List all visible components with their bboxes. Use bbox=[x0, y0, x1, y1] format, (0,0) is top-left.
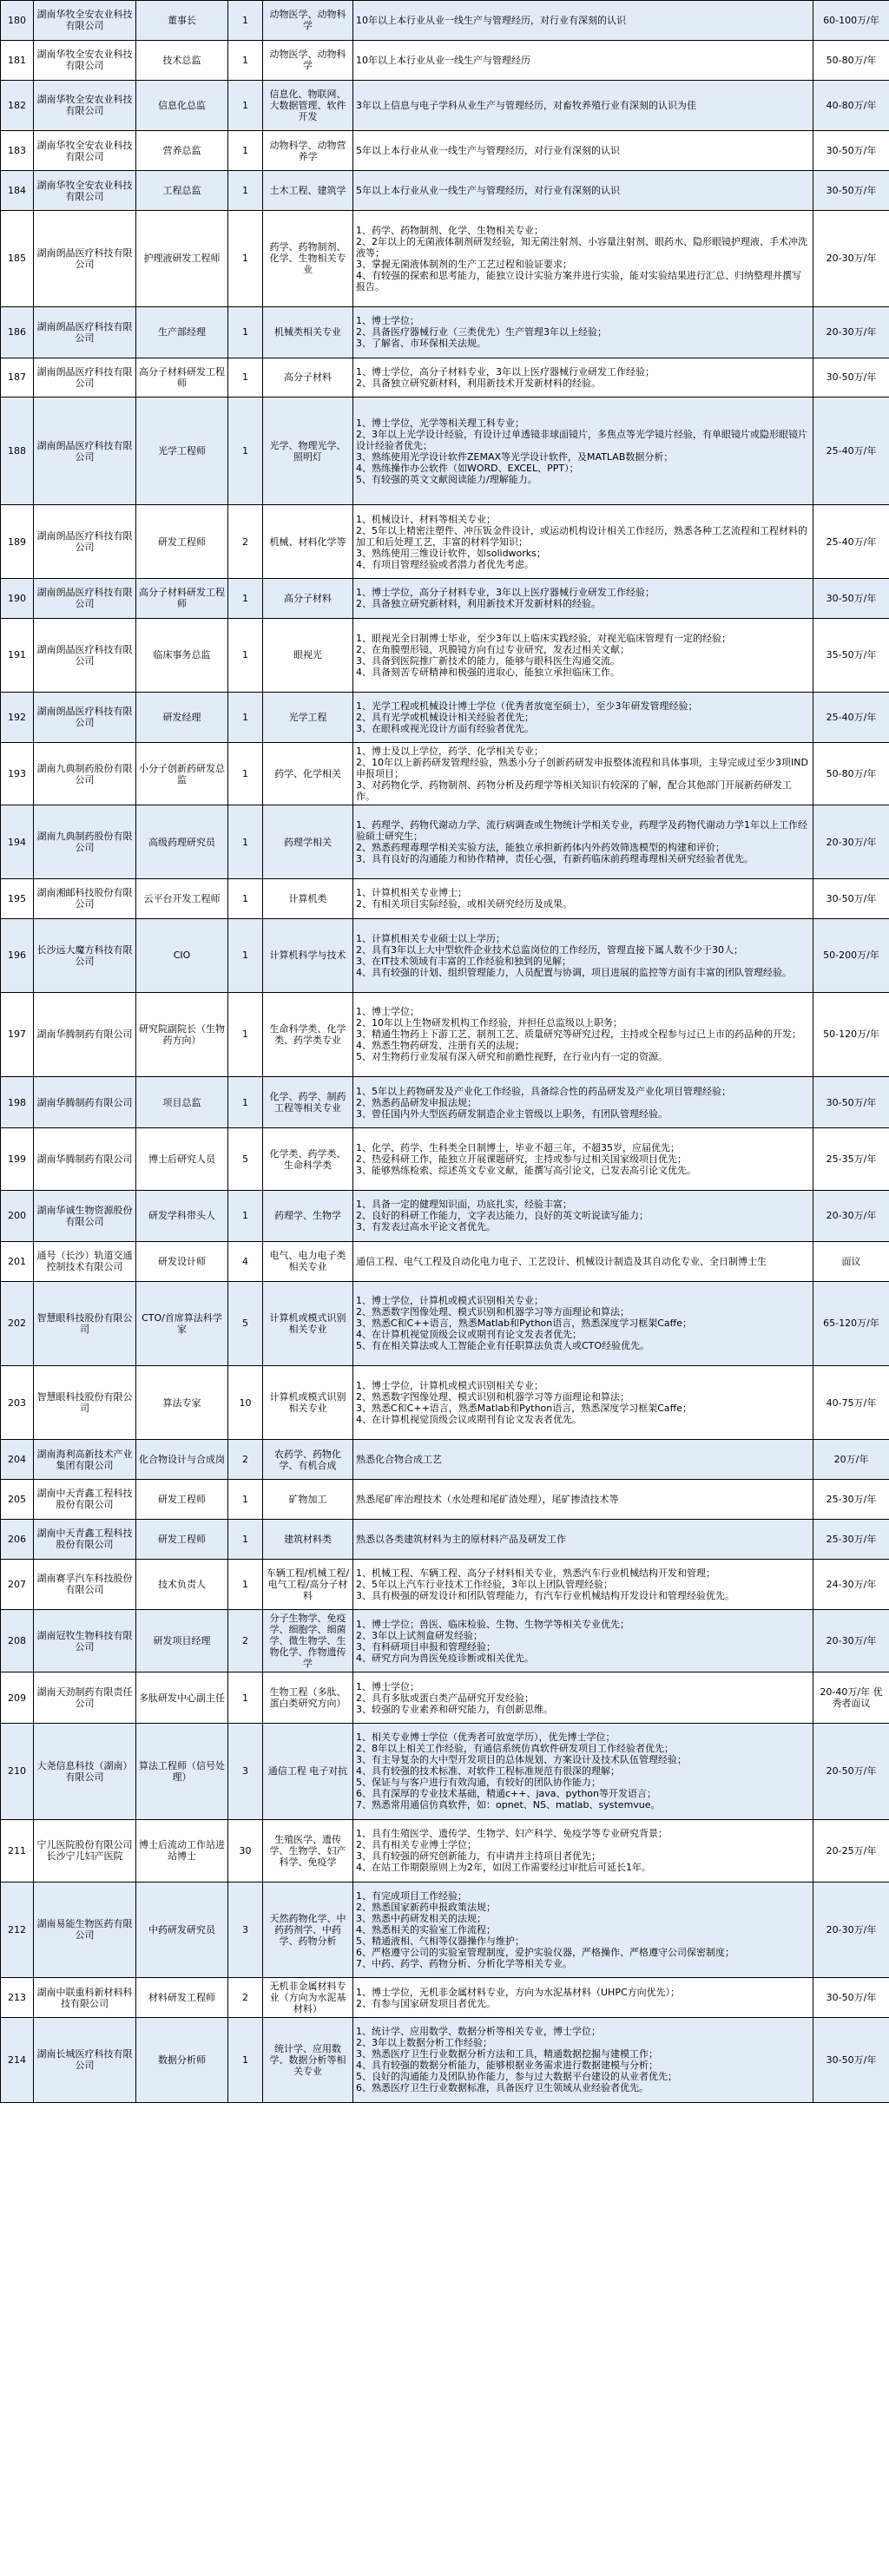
job-requirements: 10年以上本行业从业一线生产与管理经历，对行业有深刻的认识 bbox=[353, 1, 813, 41]
salary: 面议 bbox=[813, 1241, 889, 1281]
row-number: 197 bbox=[1, 992, 34, 1077]
salary: 40-80万/年 bbox=[813, 80, 889, 131]
headcount: 2 bbox=[228, 1978, 263, 2018]
table-body bbox=[1, 1, 889, 2103]
job-requirements: 1、机械设计、材料等相关专业； 2、5年以上精密注塑件、冲压钣金件设计，或运动机构设计相关工作经历，熟悉各种工艺流程和工程材料的加工和后处理工艺，丰富的材料学知识； 3、熟练使用三维设计软件，如solidworks； 4、有项目管理经验或者潜力者优先考虑。 bbox=[353, 505, 813, 579]
table-row bbox=[1, 1559, 889, 1610]
salary: 30-50万/年 bbox=[813, 171, 889, 211]
salary: 20-30万/年 bbox=[813, 306, 889, 358]
position-title: 生产部经理 bbox=[136, 306, 228, 358]
job-requirements: 1、博士学位； 2、具有多肽或蛋白类产品研究开发经验； 3、较强的专业素养和研究能力，有创新思维。 bbox=[353, 1672, 813, 1724]
major-requirement: 高分子材料 bbox=[263, 578, 353, 618]
job-requirements: 1、药理学、药物代谢动力学、流行病调查或生物统计学相关专业，药理学及药物代谢动力学1年以上工作经验硕士研究生； 2、熟悉药理毒理学相关实验方法，能独立承担新药体内外药效筛选模型的构建和评价； 3、具有良好的沟通能力和协作精神，责任心强，有新药临床前药理毒理相关研究经验者优先。 bbox=[353, 805, 813, 879]
table-row bbox=[1, 505, 889, 579]
position-title: 技术负责人 bbox=[136, 1559, 228, 1610]
major-requirement: 动物医学、动物科学 bbox=[263, 1, 353, 41]
job-requirements: 熟悉化合物合成工艺 bbox=[353, 1440, 813, 1480]
row-number: 208 bbox=[1, 1610, 34, 1672]
major-requirement: 生物工程（多肽、蛋白类研究方向） bbox=[263, 1672, 353, 1724]
major-requirement: 药学、化学相关 bbox=[263, 743, 353, 805]
position-title: 算法工程师（信号处理） bbox=[136, 1723, 228, 1819]
major-requirement: 农药学、药物化学、有机合成 bbox=[263, 1440, 353, 1480]
headcount: 1 bbox=[228, 1077, 263, 1128]
salary: 20-30万/年 bbox=[813, 210, 889, 306]
table-row bbox=[1, 1077, 889, 1128]
salary: 30-50万/年 bbox=[813, 1077, 889, 1128]
company-name: 长沙远大魔方科技有限公司 bbox=[34, 918, 136, 992]
major-requirement: 机械类相关专业 bbox=[263, 306, 353, 358]
job-requirements: 熟悉尾矿库治理技术（水处理和尾矿渣处理），尾矿掺渣技术等 bbox=[353, 1479, 813, 1519]
company-name: 宁儿医院股份有限公司长沙宁儿妇产医院 bbox=[34, 1819, 136, 1882]
row-number: 204 bbox=[1, 1440, 34, 1480]
headcount: 1 bbox=[228, 992, 263, 1077]
table-row bbox=[1, 743, 889, 805]
salary: 20-30万/年 bbox=[813, 1882, 889, 1978]
table-row bbox=[1, 131, 889, 171]
major-requirement: 统计学、应用数学、数据分析等相关专业 bbox=[263, 2018, 353, 2103]
salary: 25-30万/年 bbox=[813, 1519, 889, 1559]
table-row bbox=[1, 1241, 889, 1281]
position-title: 材料研发工程师 bbox=[136, 1978, 228, 2018]
position-title: 光学工程师 bbox=[136, 398, 228, 505]
row-number: 212 bbox=[1, 1882, 34, 1978]
headcount: 1 bbox=[228, 692, 263, 743]
major-requirement: 计算机或模式识别相关专业 bbox=[263, 1366, 353, 1440]
table-row bbox=[1, 692, 889, 743]
position-title: 中药研发研究员 bbox=[136, 1882, 228, 1978]
salary: 30-50万/年 bbox=[813, 358, 889, 398]
row-number: 185 bbox=[1, 210, 34, 306]
company-name: 湖南湘邮科技股份有限公司 bbox=[34, 878, 136, 918]
headcount: 30 bbox=[228, 1819, 263, 1882]
headcount: 1 bbox=[228, 210, 263, 306]
headcount: 4 bbox=[228, 1241, 263, 1281]
major-requirement: 动物科学、动物营养学 bbox=[263, 131, 353, 171]
headcount: 2 bbox=[228, 505, 263, 579]
table-row bbox=[1, 171, 889, 211]
company-name: 湖南九典制药股份有限公司 bbox=[34, 805, 136, 879]
major-requirement: 计算机或模式识别相关专业 bbox=[263, 1281, 353, 1366]
company-name: 大尧信息科技（湖南）有限公司 bbox=[34, 1723, 136, 1819]
row-number: 181 bbox=[1, 40, 34, 80]
position-title: 技术总监 bbox=[136, 40, 228, 80]
company-name: 湖南朗晶医疗科技有限公司 bbox=[34, 578, 136, 618]
table-row bbox=[1, 878, 889, 918]
company-name: 智慧眼科技股份有限公司 bbox=[34, 1281, 136, 1366]
row-number: 188 bbox=[1, 398, 34, 505]
company-name: 湖南朗晶医疗科技有限公司 bbox=[34, 505, 136, 579]
salary: 20-50万/年 bbox=[813, 1723, 889, 1819]
company-name: 湖南赛孚汽车科技股份有限公司 bbox=[34, 1559, 136, 1610]
major-requirement: 化学、药学、制药工程等相关专业 bbox=[263, 1077, 353, 1128]
job-requirements: 1、5年以上药物研发及产业化工作经验，具备综合性的药品研发及产业化项目管理经验； 2、熟悉药品研发申报法规； 3、曾任国内外大型医药研发制造企业主管级以上职务，有团队管理经验。 bbox=[353, 1077, 813, 1128]
row-number: 183 bbox=[1, 131, 34, 171]
position-title: 研发学科带头人 bbox=[136, 1190, 228, 1241]
job-requirements: 1、计算机相关专业硕士以上学历； 2、具有3年以上大中型软件企业技术总监岗位的工作经历，管理直接下属人数不少于30人； 3、在IT技术领域有丰富的工作经验和独到的见解； 4、具有较强的计划、组织管理能力，人员配置与协调，项目进展的监控等方面有丰富的团队管理经验。 bbox=[353, 918, 813, 992]
company-name: 湖南长城医疗科技有限公司 bbox=[34, 2018, 136, 2103]
company-name: 湖南朗晶医疗科技有限公司 bbox=[34, 210, 136, 306]
table-row bbox=[1, 1519, 889, 1559]
row-number: 211 bbox=[1, 1819, 34, 1882]
company-name: 湖南华牧全安农业科技有限公司 bbox=[34, 171, 136, 211]
position-title: 研发工程师 bbox=[136, 505, 228, 579]
position-title: 高级药理研究员 bbox=[136, 805, 228, 879]
row-number: 201 bbox=[1, 1241, 34, 1281]
position-title: 多肽研发中心副主任 bbox=[136, 1672, 228, 1724]
salary: 30-50万/年 bbox=[813, 131, 889, 171]
company-name: 湖南中联重科新材料科技有限公司 bbox=[34, 1978, 136, 2018]
job-requirements: 1、机械工程、车辆工程、高分子材料相关专业，熟悉汽车行业机械结构开发和管理； 2、5年以上汽车行业技术工作经验，3年以上团队管理经验； 3、具有极强的研发设计和团队管理能力，有汽车行业机械结构开发设计和管理经验优先。 bbox=[353, 1559, 813, 1610]
row-number: 195 bbox=[1, 878, 34, 918]
major-requirement: 药理学、生物学 bbox=[263, 1190, 353, 1241]
headcount: 1 bbox=[228, 171, 263, 211]
headcount: 1 bbox=[228, 1, 263, 41]
salary: 24-30万/年 bbox=[813, 1559, 889, 1610]
job-requirements: 1、药学、药物制剂、化学、生物相关专业； 2、2年以上的无菌液体制剂研发经验，知无菌注射剂、小容量注射剂、眼药水、隐形眼镜护理液、手术冲洗液等； 3、掌握无菌液体制剂的生产工艺过程和验证要求； 4、有较强的探索和思考能力，能独立设计实验方案并进行实验，能对实验结果进行汇总、归纳整理并撰写报告。 bbox=[353, 210, 813, 306]
company-name: 湖南冠牧生物科技有限公司 bbox=[34, 1610, 136, 1672]
company-name: 智慧眼科技股份有限公司 bbox=[34, 1366, 136, 1440]
company-name: 湖南九典制药股份有限公司 bbox=[34, 743, 136, 805]
row-number: 203 bbox=[1, 1366, 34, 1440]
headcount: 1 bbox=[228, 306, 263, 358]
job-requirements: 熟悉以各类建筑材料为主的原材料产品及研发工作 bbox=[353, 1519, 813, 1559]
position-title: 研发工程师 bbox=[136, 1519, 228, 1559]
job-requirements: 1、化学、药学、生科类全日制博士，毕业不超三年，不超35岁，应届优先； 2、热爱科研工作，能独立开展课题研究，主持或参与过相关国家级项目优先； 3、能够熟练检索、综述英文专业文献，能撰写高引论文，已发表高引论文优先。 bbox=[353, 1128, 813, 1191]
row-number: 190 bbox=[1, 578, 34, 618]
table-row bbox=[1, 1479, 889, 1519]
major-requirement: 天然药物化学、中药药剂学、中药学、药物分析 bbox=[263, 1882, 353, 1978]
row-number: 213 bbox=[1, 1978, 34, 2018]
major-requirement: 矿物加工 bbox=[263, 1479, 353, 1519]
position-title: 高分子材料研发工程师 bbox=[136, 358, 228, 398]
company-name: 湖南朗晶医疗科技有限公司 bbox=[34, 692, 136, 743]
headcount: 1 bbox=[228, 1672, 263, 1724]
major-requirement: 化学类、药学类、生命科学类 bbox=[263, 1128, 353, 1191]
row-number: 192 bbox=[1, 692, 34, 743]
row-number: 206 bbox=[1, 1519, 34, 1559]
position-title: 信息化总监 bbox=[136, 80, 228, 131]
company-name: 湖南中天青鑫工程科技股份有限公司 bbox=[34, 1479, 136, 1519]
headcount: 1 bbox=[228, 398, 263, 505]
major-requirement: 生命科学类、化学类、药学类专业 bbox=[263, 992, 353, 1077]
salary: 25-35万/年 bbox=[813, 1128, 889, 1191]
salary: 20-30万/年 bbox=[813, 1190, 889, 1241]
salary: 25-40万/年 bbox=[813, 692, 889, 743]
job-requirements: 1、具有生殖医学、遗传学、生物学、妇产科学、免疫学等专业研究背景； 2、具有相关专业博士学位； 3、具有较强的研究创新能力，有申请并主持项目者优先； 4、在站工作期限原则上为2年，如因工作需要经过审批后可延长1年。 bbox=[353, 1819, 813, 1882]
job-requirements: 1、眼视光全日制博士毕业，至少3年以上临床实践经验，对视光临床管理有一定的经验； 2、在角膜塑形镜、巩膜镜方向有过专业研究，发表过相关文献； 3、具备到医院推广新技术的能力，能够与眼科医生沟通交流。 4、具备刻苦专研精神和极强的进取心，能独立承担临床工作。 bbox=[353, 618, 813, 692]
job-requirements: 10年以上本行业从业一线生产与管理经历 bbox=[353, 40, 813, 80]
headcount: 5 bbox=[228, 1281, 263, 1366]
row-number: 189 bbox=[1, 505, 34, 579]
headcount: 1 bbox=[228, 2018, 263, 2103]
headcount: 1 bbox=[228, 1519, 263, 1559]
salary: 30-50万/年 bbox=[813, 2018, 889, 2103]
headcount: 1 bbox=[228, 358, 263, 398]
row-number: 180 bbox=[1, 1, 34, 41]
salary: 25-40万/年 bbox=[813, 398, 889, 505]
headcount: 1 bbox=[228, 80, 263, 131]
company-name: 湖南天劲制药有限责任公司 bbox=[34, 1672, 136, 1724]
table-row bbox=[1, 1978, 889, 2018]
position-title: 工程总监 bbox=[136, 171, 228, 211]
row-number: 205 bbox=[1, 1479, 34, 1519]
position-title: 博士后研究人员 bbox=[136, 1128, 228, 1191]
position-title: 算法专家 bbox=[136, 1366, 228, 1440]
salary: 60-100万/年 bbox=[813, 1, 889, 41]
row-number: 209 bbox=[1, 1672, 34, 1724]
headcount: 1 bbox=[228, 1559, 263, 1610]
salary: 20-40万/年 优秀者面议 bbox=[813, 1672, 889, 1724]
row-number: 184 bbox=[1, 171, 34, 211]
table-row bbox=[1, 1440, 889, 1480]
major-requirement: 生殖医学、遗传学、生物学、妇产科学、免疫学 bbox=[263, 1819, 353, 1882]
company-name: 湖南朗晶医疗科技有限公司 bbox=[34, 618, 136, 692]
salary: 25-30万/年 bbox=[813, 1479, 889, 1519]
headcount: 1 bbox=[228, 1190, 263, 1241]
position-title: 小分子创新药研发总监 bbox=[136, 743, 228, 805]
salary: 20-25万/年 bbox=[813, 1819, 889, 1882]
row-number: 207 bbox=[1, 1559, 34, 1610]
major-requirement: 机械、材料化学等 bbox=[263, 505, 353, 579]
headcount: 1 bbox=[228, 918, 263, 992]
company-name: 湖南华腾制药有限公司 bbox=[34, 992, 136, 1077]
table-row bbox=[1, 80, 889, 131]
table-row bbox=[1, 992, 889, 1077]
salary: 50-120万/年 bbox=[813, 992, 889, 1077]
headcount: 2 bbox=[228, 1610, 263, 1672]
table-row bbox=[1, 1281, 889, 1366]
position-title: 营养总监 bbox=[136, 131, 228, 171]
position-title: 研究院副院长（生物药方向） bbox=[136, 992, 228, 1077]
table-row bbox=[1, 1882, 889, 1978]
headcount: 1 bbox=[228, 878, 263, 918]
position-title: 研发经理 bbox=[136, 692, 228, 743]
major-requirement: 分子生物学、免疫学、细胞学、细菌学、微生物学、生物化学、作物遗传学 bbox=[263, 1610, 353, 1672]
row-number: 199 bbox=[1, 1128, 34, 1191]
company-name: 湖南华牧全安农业科技有限公司 bbox=[34, 1, 136, 41]
salary: 20-30万/年 bbox=[813, 805, 889, 879]
table-row bbox=[1, 306, 889, 358]
company-name: 湖南华腾制药有限公司 bbox=[34, 1077, 136, 1128]
job-requirements: 通信工程、电气工程及自动化电力电子、工艺设计、机械设计制造及其自动化专业、全日制博士生 bbox=[353, 1241, 813, 1281]
major-requirement: 通信工程 电子对抗 bbox=[263, 1723, 353, 1819]
job-requirements: 1、博士学位，计算机或模式识别相关专业； 2、熟悉数字图像处理、模式识别和机器学习等方面理论和算法； 3、熟悉C和C++语言，熟悉Matlab和Python语言，熟悉深度学习框架Caffe； 4、在计算机视觉顶级会议或期刊有论文发表者优先； 5、有在相关算法或人工智能企业有任职算法负责人或CTO经验优先。 bbox=[353, 1281, 813, 1366]
major-requirement: 车辆工程/机械工程/电气工程/高分子材料 bbox=[263, 1559, 353, 1610]
salary: 30-50万/年 bbox=[813, 578, 889, 618]
row-number: 198 bbox=[1, 1077, 34, 1128]
headcount: 1 bbox=[228, 743, 263, 805]
job-requirements: 1、相关专业博士学位（优秀者可放宽学历），优先博士学位； 2、8年以上相关工作经验，有通信系统仿真软件研发项目工作经验者优先； 3、有主导复杂的大中型开发项目的总体规划、方案设计及技术队伍管理经验； 4、具有较强的技术标准、对软件工程标准规范有很深的理解； 5、保证与与客户进行有效沟通，有较好的团队协作能力； 6、具有深厚的专业技术基础，精通c++、java、python等开发语言； 7、熟悉常用通信仿真软件，如：opnet、NS、matlab、systemvue。 bbox=[353, 1723, 813, 1819]
major-requirement: 计算机类 bbox=[263, 878, 353, 918]
table-row bbox=[1, 398, 889, 505]
job-requirements: 1、博士学位，高分子材料专业，3年以上医疗器械行业研发工作经验； 2、具备独立研究新材料，利用新技术开发新材料的经验。 bbox=[353, 358, 813, 398]
table-row bbox=[1, 2018, 889, 2103]
position-title: 数据分析师 bbox=[136, 2018, 228, 2103]
job-requirements: 5年以上本行业从业一线生产与管理经历，对行业有深刻的认识 bbox=[353, 131, 813, 171]
headcount: 2 bbox=[228, 1440, 263, 1480]
table-row bbox=[1, 1723, 889, 1819]
table-row bbox=[1, 805, 889, 879]
major-requirement: 动物医学、动物科学 bbox=[263, 40, 353, 80]
salary: 50-80万/年 bbox=[813, 743, 889, 805]
company-name: 湖南朗晶医疗科技有限公司 bbox=[34, 398, 136, 505]
row-number: 186 bbox=[1, 306, 34, 358]
company-name: 湖南海利高新技术产业集团有限公司 bbox=[34, 1440, 136, 1480]
position-title: 研发工程师 bbox=[136, 1479, 228, 1519]
position-title: 护理液研发工程师 bbox=[136, 210, 228, 306]
table-row bbox=[1, 1128, 889, 1191]
position-title: 研发项目经理 bbox=[136, 1610, 228, 1672]
major-requirement: 土木工程、建筑学 bbox=[263, 171, 353, 211]
company-name: 湖南中天青鑫工程科技股份有限公司 bbox=[34, 1519, 136, 1559]
job-requirements: 1、博士学位，高分子材料专业，3年以上医疗器械行业研发工作经验； 2、具备独立研究新材料，利用新技术开发新材料的经验。 bbox=[353, 578, 813, 618]
company-name: 湖南易能生物医药有限公司 bbox=[34, 1882, 136, 1978]
major-requirement: 无机非金属材料专业（方向为水泥基材料） bbox=[263, 1978, 353, 2018]
table-row bbox=[1, 358, 889, 398]
headcount: 3 bbox=[228, 1882, 263, 1978]
salary: 30-50万/年 bbox=[813, 878, 889, 918]
headcount: 5 bbox=[228, 1128, 263, 1191]
table-row bbox=[1, 1, 889, 41]
position-title: 云平台开发工程师 bbox=[136, 878, 228, 918]
job-requirements: 1、博士及以上学位，药学、化学相关专业； 2、10年以上新药研发管理经验，熟悉小分子创新药研发申报整体流程和具体事项，主导完成过至少3项IND申报项目； 3、对药物化学、药物制剂、药物分析及药理学等相关知识有较深的了解，配合其他部门开展新药研发工作。 bbox=[353, 743, 813, 805]
position-title: CTO/首席算法科学家 bbox=[136, 1281, 228, 1366]
salary: 65-120万/年 bbox=[813, 1281, 889, 1366]
job-requirements: 1、博士学位，光学等相关理工科专业； 2、3年以上光学设计经验，有设计过单透镜非球面镜片，多焦点等光学镜片经验，有单眼镜片或隐形眼镜片设计经验者优先； 3、熟练使用光学设计软件ZEMAX等光学设计软件，及MATLAB数据分析； 4、熟练操作办公软件（如WORD、EXCEL、PPT）； 5、有较强的英文文献阅读能力/理解能力。 bbox=[353, 398, 813, 505]
headcount: 1 bbox=[228, 578, 263, 618]
company-name: 通号（长沙）轨道交通控制技术有限公司 bbox=[34, 1241, 136, 1281]
company-name: 湖南华腾制药有限公司 bbox=[34, 1128, 136, 1191]
table-row bbox=[1, 210, 889, 306]
headcount: 1 bbox=[228, 805, 263, 879]
job-requirements: 3年以上信息与电子学科从业生产与管理经历，对畜牧养殖行业有深刻的认识为佳 bbox=[353, 80, 813, 131]
job-requirements: 1、光学工程或机械设计博士学位（优秀者放宽至硕士），至少3年研发管理经验； 2、具有光学或机械设计相关经验者优先； 3、在眼科或视光设计方面有经验者优先。 bbox=[353, 692, 813, 743]
row-number: 191 bbox=[1, 618, 34, 692]
position-title: 研发设计师 bbox=[136, 1241, 228, 1281]
table-row bbox=[1, 40, 889, 80]
job-requirements: 1、有完成项目工作经验； 2、熟悉国家新药申报政策法规； 3、熟悉中药研发相关的法规； 4、熟悉相关的实验室工作流程； 5、精通液相、气相等仪器操作与维护； 6、严格遵守公司的实验室管理制度，爱护实验仪器，严格操作、严格遵守公司保密制度； 7、中药、药学、药物分析、分析化学等相关专业。 bbox=[353, 1882, 813, 1978]
table-row bbox=[1, 1190, 889, 1241]
major-requirement: 药理学相关 bbox=[263, 805, 353, 879]
table-row bbox=[1, 1366, 889, 1440]
major-requirement: 光学工程 bbox=[263, 692, 353, 743]
row-number: 187 bbox=[1, 358, 34, 398]
row-number: 193 bbox=[1, 743, 34, 805]
headcount: 3 bbox=[228, 1723, 263, 1819]
salary: 40-75万/年 bbox=[813, 1366, 889, 1440]
table-row bbox=[1, 578, 889, 618]
position-title: 高分子材料研发工程师 bbox=[136, 578, 228, 618]
major-requirement: 眼视光 bbox=[263, 618, 353, 692]
major-requirement: 计算机科学与技术 bbox=[263, 918, 353, 992]
position-title: CIO bbox=[136, 918, 228, 992]
major-requirement: 光学、物理光学、照明灯 bbox=[263, 398, 353, 505]
row-number: 214 bbox=[1, 2018, 34, 2103]
job-requirements: 1、博士学位；兽医、临床检验、生物、生物学等相关专业优先； 2、3年以上试剂盒研发经验； 3、有科研项目申报和管理经验； 4、研究方向为兽医免疫诊断或相关优先。 bbox=[353, 1610, 813, 1672]
headcount: 1 bbox=[228, 618, 263, 692]
job-requirements: 5年以上本行业从业一线生产与管理经历，对行业有深刻的认识 bbox=[353, 171, 813, 211]
job-requirements: 1、统计学、应用数学、数据分析等相关专业，博士学位； 2、3年以上数据分析工作经验； 3、熟悉医疗卫生行业数据分析方法和工具，精通数据挖掘与建模工作； 4、具有较强的数据分析能力，能够根据业务需求进行数据建模与分析； 5、良好的沟通能力及团队协作能力，参与过大数据平台建设的从业者优先； 6、熟悉医疗卫生行业数据标准，具备医疗卫生领域从业经验者优先。 bbox=[353, 2018, 813, 2103]
table-row bbox=[1, 618, 889, 692]
salary: 35-50万/年 bbox=[813, 618, 889, 692]
row-number: 196 bbox=[1, 918, 34, 992]
job-requirements: 1、计算机相关专业博士； 2、有相关项目实际经验，或相关研究经历及成果。 bbox=[353, 878, 813, 918]
job-requirements: 1、博士学位； 2、具备医疗器械行业（三类优先）生产管理3年以上经验； 3、了解省、市环保相关法规。 bbox=[353, 306, 813, 358]
table-row bbox=[1, 1819, 889, 1882]
company-name: 湖南华牧全安农业科技有限公司 bbox=[34, 40, 136, 80]
company-name: 湖南华牧全安农业科技有限公司 bbox=[34, 80, 136, 131]
major-requirement: 建筑材料类 bbox=[263, 1519, 353, 1559]
major-requirement: 电气、电力电子类相关专业 bbox=[263, 1241, 353, 1281]
headcount: 1 bbox=[228, 1479, 263, 1519]
salary: 20-30万/年 bbox=[813, 1610, 889, 1672]
headcount: 1 bbox=[228, 131, 263, 171]
job-requirements: 1、博士学位，计算机或模式识别相关专业； 2、熟悉数字图像处理、模式识别和机器学习等方面理论和算法； 3、熟悉C和C++语言，熟悉Matlab和Python语言，熟悉深度学习框架Caffe； 4、在计算机视觉顶级会议或期刊有论文发表者优先。 bbox=[353, 1366, 813, 1440]
table-row bbox=[1, 1610, 889, 1672]
position-title: 化合物设计与合成岗 bbox=[136, 1440, 228, 1480]
salary: 20万/年 bbox=[813, 1440, 889, 1480]
row-number: 182 bbox=[1, 80, 34, 131]
salary: 30-50万/年 bbox=[813, 1978, 889, 2018]
position-title: 临床事务总监 bbox=[136, 618, 228, 692]
table-row bbox=[1, 1672, 889, 1724]
salary: 50-200万/年 bbox=[813, 918, 889, 992]
table-row bbox=[1, 918, 889, 992]
major-requirement: 信息化、物联网、大数据管理、软件开发 bbox=[263, 80, 353, 131]
job-requirements: 1、博士学位； 2、10年以上生物研发机构工作经验，并担任总监级以上职务； 3、精通生物药上下游工艺、制剂工艺、质量研究等研究过程，主持或全程参与过已上市的药品种的开发； 4、熟悉生物药研发、注册有关的法规； 5、对生物药行业发展有深入研究和前瞻性视野，在行业内有一定的资源。 bbox=[353, 992, 813, 1077]
row-number: 194 bbox=[1, 805, 34, 879]
job-requirements: 1、博士学位，无机非金属材料专业，方向为水泥基材料（UHPC方向优先）； 2、有参与国家研发项目者优先。 bbox=[353, 1978, 813, 2018]
company-name: 湖南华牧全安农业科技有限公司 bbox=[34, 131, 136, 171]
major-requirement: 药学、药物制剂、化学、生物相关专业 bbox=[263, 210, 353, 306]
salary: 25-40万/年 bbox=[813, 505, 889, 579]
headcount: 1 bbox=[228, 40, 263, 80]
major-requirement: 高分子材料 bbox=[263, 358, 353, 398]
company-name: 湖南朗晶医疗科技有限公司 bbox=[34, 306, 136, 358]
position-title: 博士后流动工作站进站博士 bbox=[136, 1819, 228, 1882]
position-title: 项目总监 bbox=[136, 1077, 228, 1128]
row-number: 202 bbox=[1, 1281, 34, 1366]
row-number: 200 bbox=[1, 1190, 34, 1241]
salary: 50-80万/年 bbox=[813, 40, 889, 80]
position-title: 董事长 bbox=[136, 1, 228, 41]
company-name: 湖南华诚生物资源股份有限公司 bbox=[34, 1190, 136, 1241]
row-number: 210 bbox=[1, 1723, 34, 1819]
company-name: 湖南朗晶医疗科技有限公司 bbox=[34, 358, 136, 398]
headcount: 10 bbox=[228, 1366, 263, 1440]
job-requirements: 1、具备一定的健理知识面，功底扎实，经验丰富； 2、良好的科研工作能力，文字表达能力，良好的英文听说读写能力； 3、有发表过高水平论文者优先。 bbox=[353, 1190, 813, 1241]
